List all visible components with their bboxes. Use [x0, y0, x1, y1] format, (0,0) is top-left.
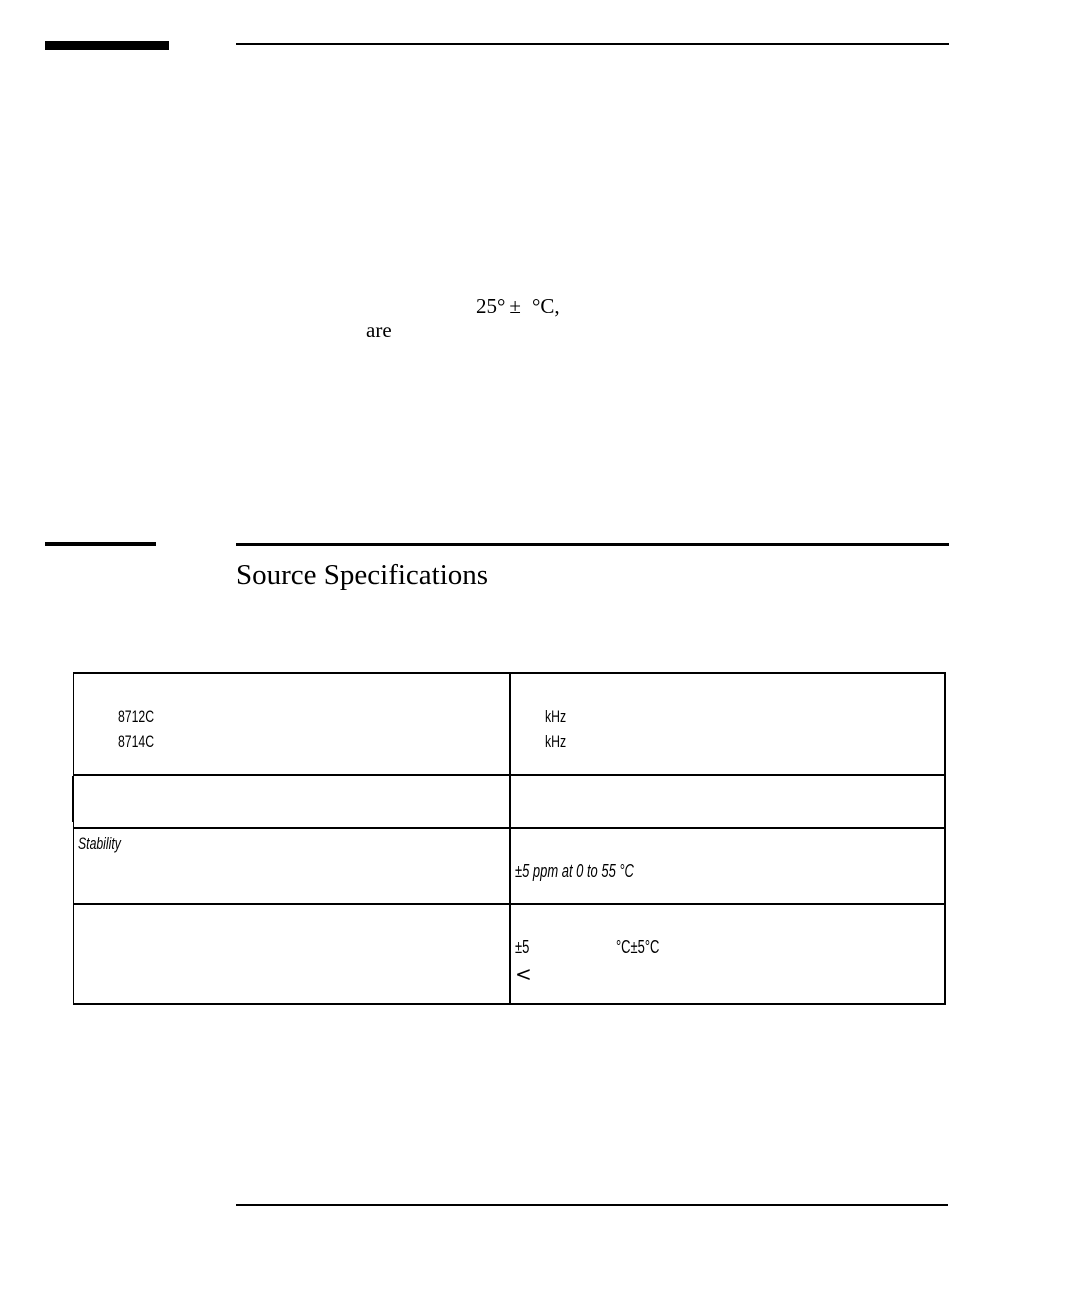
table-row-divider [73, 827, 946, 829]
plus-minus-sign: ± [509, 294, 521, 318]
less-than-sign: < [515, 962, 532, 986]
table-row-divider [73, 903, 946, 905]
section-title: Source Specifications [236, 559, 489, 591]
are-word: are [366, 318, 392, 342]
degree-c-label: °C, [532, 294, 560, 318]
stability-value: ±5 ppm at 0 to 55 °C [515, 861, 634, 881]
section-rule [236, 543, 949, 546]
footer-rule [236, 1204, 948, 1206]
table-column-divider [509, 672, 511, 1005]
intro-are-word [366, 318, 392, 343]
header-tab-rule [45, 41, 169, 50]
table-row-divider [73, 774, 946, 776]
unit-khz: kHz [545, 707, 567, 726]
model-8714c: 8714C [118, 732, 155, 751]
accuracy-temp: °C±5°C [616, 937, 660, 957]
intro-temperature [476, 294, 521, 319]
header-rule [236, 43, 949, 45]
model-8712c: 8712C [118, 707, 155, 726]
table-left-tick [72, 776, 74, 822]
stability-label: Stability [78, 834, 121, 853]
accuracy-pm: ±5 [515, 937, 530, 957]
section-tab-rule [45, 542, 156, 546]
intro-degree-c [532, 294, 560, 319]
unit-khz: kHz [545, 732, 567, 751]
temperature-value: 25° [476, 294, 506, 318]
